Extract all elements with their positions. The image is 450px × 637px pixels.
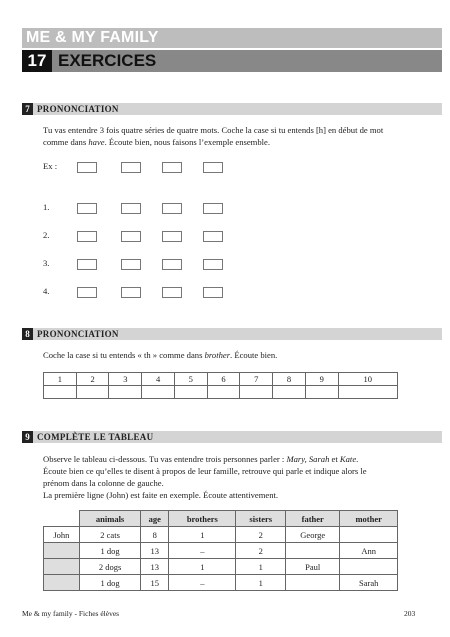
name-input-cell[interactable] — [44, 559, 80, 575]
table-cell: 1 — [236, 559, 286, 575]
checkbox-cell[interactable] — [76, 386, 109, 399]
row-label: 4. — [43, 286, 50, 296]
table-cell: 8 — [141, 527, 169, 543]
number-cell: 9 — [305, 373, 338, 386]
checkbox[interactable] — [77, 231, 97, 242]
checkbox-cell[interactable] — [273, 386, 306, 399]
number-cell: 10 — [338, 373, 397, 386]
column-header: brothers — [169, 511, 236, 527]
name-input-cell[interactable] — [44, 575, 80, 591]
checkbox[interactable] — [121, 259, 141, 270]
checkbox[interactable] — [121, 203, 141, 214]
section-9-bar — [22, 431, 442, 443]
table-row — [44, 575, 398, 591]
table-cell: 1 — [236, 575, 286, 591]
instruction-line: Tu vas entendre 3 fois quatre séries de quatre mots. Coche la case si tu entends [h] en début de mot — [43, 125, 384, 135]
table-row — [44, 543, 398, 559]
number-cell: 3 — [109, 373, 142, 386]
table-cell — [286, 575, 340, 591]
checkbox[interactable] — [77, 203, 97, 214]
table-cell: 15 — [141, 575, 169, 591]
instruction-line: prénom dans la colonne de gauche. — [43, 478, 164, 488]
instruction-line: comme dans have. Écoute bien, nous faisons l’exemple ensemble. — [43, 137, 270, 147]
number-cell: 8 — [273, 373, 306, 386]
checkbox-cell[interactable] — [305, 386, 338, 399]
checkbox[interactable] — [162, 162, 182, 173]
th-checkbox-table — [43, 372, 398, 399]
table-row — [44, 559, 398, 575]
instruction-line: Écoute bien ce qu’elles te disent à propos de leur famille, retrouve qui parle et indique alors le — [43, 466, 367, 476]
table-cell — [286, 543, 340, 559]
checkbox[interactable] — [77, 162, 97, 173]
number-cell: 4 — [142, 373, 175, 386]
table-cell: George — [286, 527, 340, 543]
section-9-title: COMPLÈTE LE TABLEAU — [37, 432, 154, 442]
section-9-instruction — [43, 453, 443, 501]
checkbox-cell[interactable] — [240, 386, 273, 399]
table-cell: – — [169, 575, 236, 591]
table-cell: 1 dog — [79, 543, 141, 559]
family-table — [43, 510, 398, 591]
checkbox-row — [44, 386, 398, 399]
checkbox[interactable] — [121, 231, 141, 242]
header-top-title: ME & MY FAMILY — [26, 29, 159, 46]
header-top-bar — [22, 28, 442, 48]
number-cell: 2 — [76, 373, 109, 386]
checkbox[interactable] — [162, 259, 182, 270]
table-cell: John — [44, 527, 80, 543]
checkbox-cell[interactable] — [142, 386, 175, 399]
checkbox[interactable] — [203, 203, 223, 214]
checkbox[interactable] — [162, 287, 182, 298]
section-8-number: 8 — [22, 328, 33, 340]
checkbox[interactable] — [203, 259, 223, 270]
checkbox[interactable] — [77, 259, 97, 270]
column-header — [44, 511, 80, 527]
table-cell — [340, 527, 398, 543]
number-cell: 1 — [44, 373, 77, 386]
row-label: 3. — [43, 258, 50, 268]
column-header: father — [286, 511, 340, 527]
table-cell: 2 — [236, 543, 286, 559]
row-label: Ex : — [43, 161, 58, 171]
column-header: age — [141, 511, 169, 527]
column-header: animals — [79, 511, 141, 527]
table-cell: Sarah — [340, 575, 398, 591]
number-cell: 7 — [240, 373, 273, 386]
checkbox-cell[interactable] — [174, 386, 207, 399]
section-7-number: 7 — [22, 103, 33, 115]
row-label: 1. — [43, 202, 50, 212]
checkbox[interactable] — [203, 162, 223, 173]
section-8-title: PRONONCIATION — [37, 329, 119, 339]
section-8-instruction: Coche la case si tu entends « th » comme dans brother. Écoute bien. — [43, 350, 278, 360]
instruction-line: La première ligne (John) est faite en exemple. Écoute attentivement. — [43, 490, 279, 500]
checkbox[interactable] — [121, 162, 141, 173]
table-cell: 1 — [169, 559, 236, 575]
checkbox-cell[interactable] — [207, 386, 240, 399]
header-title-bar — [22, 50, 442, 72]
checkbox[interactable] — [203, 287, 223, 298]
number-cell: 5 — [174, 373, 207, 386]
table-header-row — [44, 511, 398, 527]
checkbox-cell[interactable] — [338, 386, 397, 399]
unit-number: 17 — [22, 50, 52, 72]
section-8-bar — [22, 328, 442, 340]
table-cell: 2 — [236, 527, 286, 543]
instruction-line: Observe le tableau ci-dessous. Tu vas entendre trois personnes parler : Mary, Sarah et Kate. — [43, 454, 359, 464]
table-cell: 1 dog — [79, 575, 141, 591]
table-cell: 13 — [141, 543, 169, 559]
checkbox[interactable] — [203, 231, 223, 242]
checkbox[interactable] — [162, 231, 182, 242]
table-cell: 2 cats — [79, 527, 141, 543]
checkbox[interactable] — [162, 203, 182, 214]
table-cell: Paul — [286, 559, 340, 575]
table-cell: 13 — [141, 559, 169, 575]
checkbox[interactable] — [121, 287, 141, 298]
section-9-number: 9 — [22, 431, 33, 443]
table-row — [44, 527, 398, 543]
row-label: 2. — [43, 230, 50, 240]
checkbox-cell[interactable] — [109, 386, 142, 399]
table-cell: Ann — [340, 543, 398, 559]
numbers-row — [44, 373, 398, 386]
section-7-bar — [22, 103, 442, 115]
table-cell: 2 dogs — [79, 559, 141, 575]
footer-text: Me & my family - Fiches élèves — [22, 609, 120, 618]
table-cell — [340, 559, 398, 575]
page-number: 203 — [404, 609, 416, 618]
section-7-title: PRONONCIATION — [37, 104, 119, 114]
number-cell: 6 — [207, 373, 240, 386]
column-header: sisters — [236, 511, 286, 527]
table-cell: 1 — [169, 527, 236, 543]
section-7-instruction — [43, 124, 443, 148]
checkbox[interactable] — [77, 287, 97, 298]
checkbox-cell[interactable] — [44, 386, 77, 399]
column-header: mother — [340, 511, 398, 527]
page-title: EXERCICES — [58, 51, 157, 70]
table-cell: – — [169, 543, 236, 559]
name-input-cell[interactable] — [44, 543, 80, 559]
